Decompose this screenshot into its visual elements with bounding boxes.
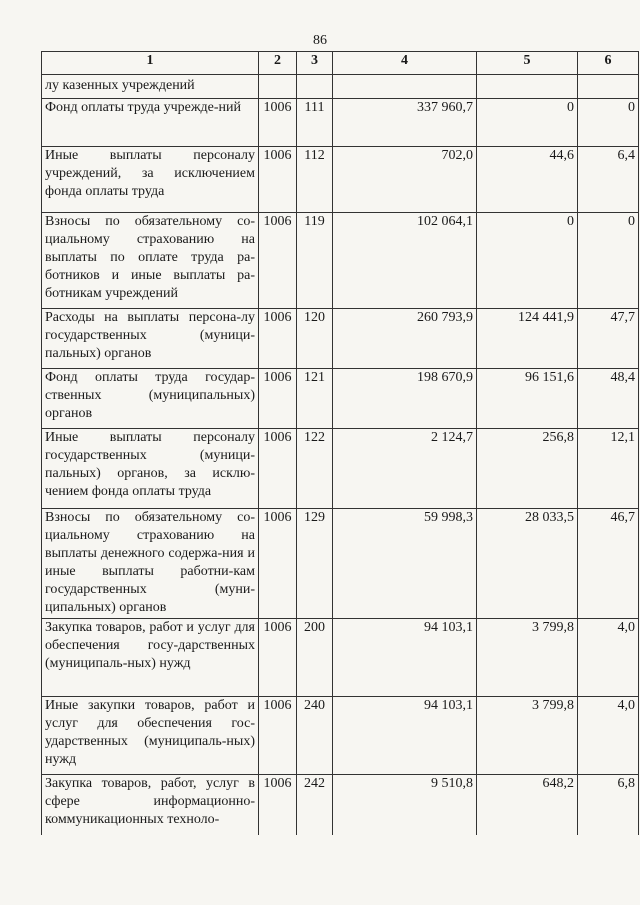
row-type — [297, 75, 333, 99]
table-row — [42, 309, 639, 369]
row-section: 1006 — [259, 369, 297, 429]
row-executed: 648,2 — [477, 775, 578, 835]
row-type: 200 — [297, 619, 333, 697]
row-executed: 44,6 — [477, 147, 578, 213]
row-plan: 198 670,9 — [333, 369, 477, 429]
header-cell: 6 — [578, 52, 639, 75]
row-type: 119 — [297, 213, 333, 309]
row-type: 122 — [297, 429, 333, 509]
table-row — [42, 99, 639, 147]
header-cell: 1 — [42, 52, 259, 75]
row-type: 242 — [297, 775, 333, 835]
table-row — [42, 429, 639, 509]
row-section: 1006 — [259, 147, 297, 213]
row-plan: 337 960,7 — [333, 99, 477, 147]
header-cell: 5 — [477, 52, 578, 75]
row-executed: 3 799,8 — [477, 619, 578, 697]
row-executed: 3 799,8 — [477, 697, 578, 775]
row-name: Иные закупки товаров, работ и услуг для обеспечения гос-ударственных (муниципаль-ных) нужд — [42, 697, 259, 775]
row-executed: 28 033,5 — [477, 509, 578, 619]
header-cell: 2 — [259, 52, 297, 75]
table-row — [42, 619, 639, 697]
row-section: 1006 — [259, 775, 297, 835]
row-name: Иные выплаты персоналу государственных (муници-пальных) органов, за исклю-чением фонда оплаты труда — [42, 429, 259, 509]
row-section: 1006 — [259, 309, 297, 369]
row-section: 1006 — [259, 509, 297, 619]
row-section: 1006 — [259, 429, 297, 509]
row-executed: 0 — [477, 99, 578, 147]
row-type: 120 — [297, 309, 333, 369]
row-percent: 4,0 — [578, 697, 639, 775]
row-executed: 124 441,9 — [477, 309, 578, 369]
header-cell: 4 — [333, 52, 477, 75]
table-row — [42, 509, 639, 619]
header-row — [42, 52, 639, 75]
row-plan: 2 124,7 — [333, 429, 477, 509]
row-section: 1006 — [259, 619, 297, 697]
row-name: Расходы на выплаты персона-лу государственных (муници-пальных) органов — [42, 309, 259, 369]
row-name: Фонд оплаты труда государ-ственных (муниципальных) органов — [42, 369, 259, 429]
row-executed: 0 — [477, 213, 578, 309]
row-percent: 4,0 — [578, 619, 639, 697]
row-section: 1006 — [259, 213, 297, 309]
table-row — [42, 775, 639, 835]
row-percent: 12,1 — [578, 429, 639, 509]
row-type: 129 — [297, 509, 333, 619]
row-plan: 94 103,1 — [333, 697, 477, 775]
row-name: Фонд оплаты труда учрежде-ний — [42, 99, 259, 147]
row-plan: 260 793,9 — [333, 309, 477, 369]
row-section: 1006 — [259, 99, 297, 147]
row-plan: 94 103,1 — [333, 619, 477, 697]
row-plan — [333, 75, 477, 99]
row-name: Взносы по обязательному со-циальному страхованию на выплаты денежного содержа-ния и иные выплаты работни-кам государственных (муни-ципальных) органов — [42, 509, 259, 619]
row-percent: 6,8 — [578, 775, 639, 835]
row-type: 111 — [297, 99, 333, 147]
row-executed — [477, 75, 578, 99]
row-name: Иные выплаты персоналу учреждений, за исключением фонда оплаты труда — [42, 147, 259, 213]
table-row — [42, 75, 639, 99]
row-plan: 9 510,8 — [333, 775, 477, 835]
row-type: 121 — [297, 369, 333, 429]
row-percent: 48,4 — [578, 369, 639, 429]
row-type: 112 — [297, 147, 333, 213]
row-plan: 702,0 — [333, 147, 477, 213]
row-percent: 0 — [578, 213, 639, 309]
row-percent: 46,7 — [578, 509, 639, 619]
row-name: лу казенных учреждений — [42, 75, 259, 99]
row-type: 240 — [297, 697, 333, 775]
row-executed: 256,8 — [477, 429, 578, 509]
row-executed: 96 151,6 — [477, 369, 578, 429]
row-plan: 59 998,3 — [333, 509, 477, 619]
row-section: 1006 — [259, 697, 297, 775]
row-percent: 6,4 — [578, 147, 639, 213]
table-row — [42, 147, 639, 213]
header-cell: 3 — [297, 52, 333, 75]
row-percent — [578, 75, 639, 99]
row-percent: 0 — [578, 99, 639, 147]
page-number: 86 — [313, 33, 327, 48]
table-row — [42, 369, 639, 429]
row-percent: 47,7 — [578, 309, 639, 369]
row-name: Закупка товаров, работ и услуг для обеспечения госу-дарственных (муниципаль-ных) нужд — [42, 619, 259, 697]
row-name: Взносы по обязательному со-циальному страхованию на выплаты по оплате труда ра-ботников и иные выплаты ра-ботникам учреждений — [42, 213, 259, 309]
budget-table — [41, 51, 639, 835]
table-row — [42, 213, 639, 309]
row-plan: 102 064,1 — [333, 213, 477, 309]
row-name: Закупка товаров, работ, услуг в сфере информационно-коммуникационных техноло- — [42, 775, 259, 835]
row-section — [259, 75, 297, 99]
table-row — [42, 697, 639, 775]
